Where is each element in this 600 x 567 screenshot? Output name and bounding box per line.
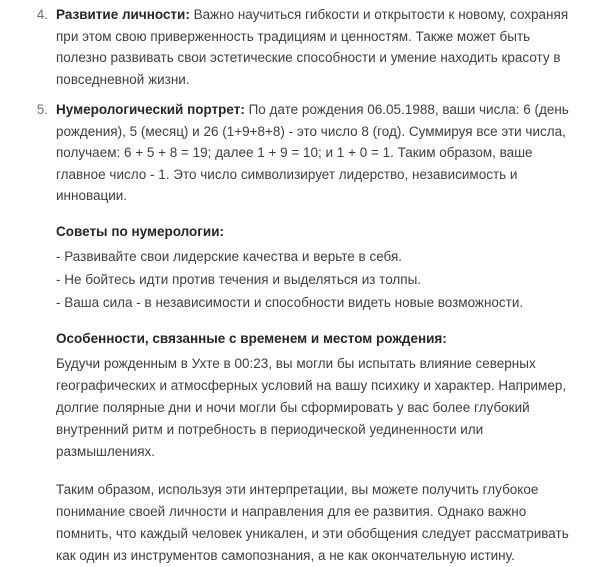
- list-item-body: Важно научиться гибкости и открытости к новому, сохраняя при этом свою приверженность традициям и ценностям. Также может быть полезно развивать свои эстетические способности и умение находить красоту в повседневной жизни.: [56, 7, 569, 87]
- list-item-title: Нумерологический портрет:: [56, 102, 245, 117]
- features-section-paragraph: Будучи рожденным в Ухте в 00:23, вы могли бы испытать влияние северных географических и атмосферных условий на вашу психику и характер. Например, долгие полярные дни и ночи могли бы сформировать у вас более глубокий внутренний ритм и потребность в периодической уединенности или размышлениях.: [56, 355, 567, 459]
- advice-section: [30, 221, 582, 315]
- numbered-list: [30, 4, 582, 207]
- list-item-title: Развитие личности:: [56, 7, 190, 22]
- advice-line: - Развивайте свои лидерские качества и верьте в себя.: [56, 249, 403, 264]
- list-item-marker: 5.: [36, 102, 48, 117]
- advice-line: - Ваша сила - в независимости и способности видеть новые возможности.: [56, 295, 524, 310]
- features-section-heading: Особенности, связанные с временем и местом рождения:: [56, 331, 447, 346]
- features-section: [30, 328, 582, 567]
- advice-line: - Не бойтесь идти против течения и выделяться из толпы.: [56, 272, 422, 287]
- list-item-text: [56, 102, 569, 203]
- list-item: [30, 99, 582, 207]
- advice-section-heading: Советы по нумерологии:: [56, 223, 224, 239]
- list-item-body: По дате рождения 06.05.1988, ваши числа: 6 (день рождения), 5 (месяц) и 26 (1+9+8+8) - это число 8 (год). Суммируя все эти числа, получаем: 6 + 5 + 8 = 19; далее 1 + 9 = 10; и 1 + 0 = 1. Таким образом, ваше главное число - 1. Это число символизирует лидерство, независимость и инновации.: [56, 102, 569, 203]
- closing-paragraph: Таким образом, используя эти интерпретации, вы можете получить глубокое понимание своей личности и направления для ее развития. Однако важно помнить, что каждый человек уникален, и эти обобщения следует рассматривать как один из инструментов самопознания, а не как окончательную истину.: [56, 481, 569, 563]
- list-item-text: [56, 7, 568, 87]
- list-item-marker: 4.: [36, 7, 48, 22]
- list-item: [30, 4, 582, 90]
